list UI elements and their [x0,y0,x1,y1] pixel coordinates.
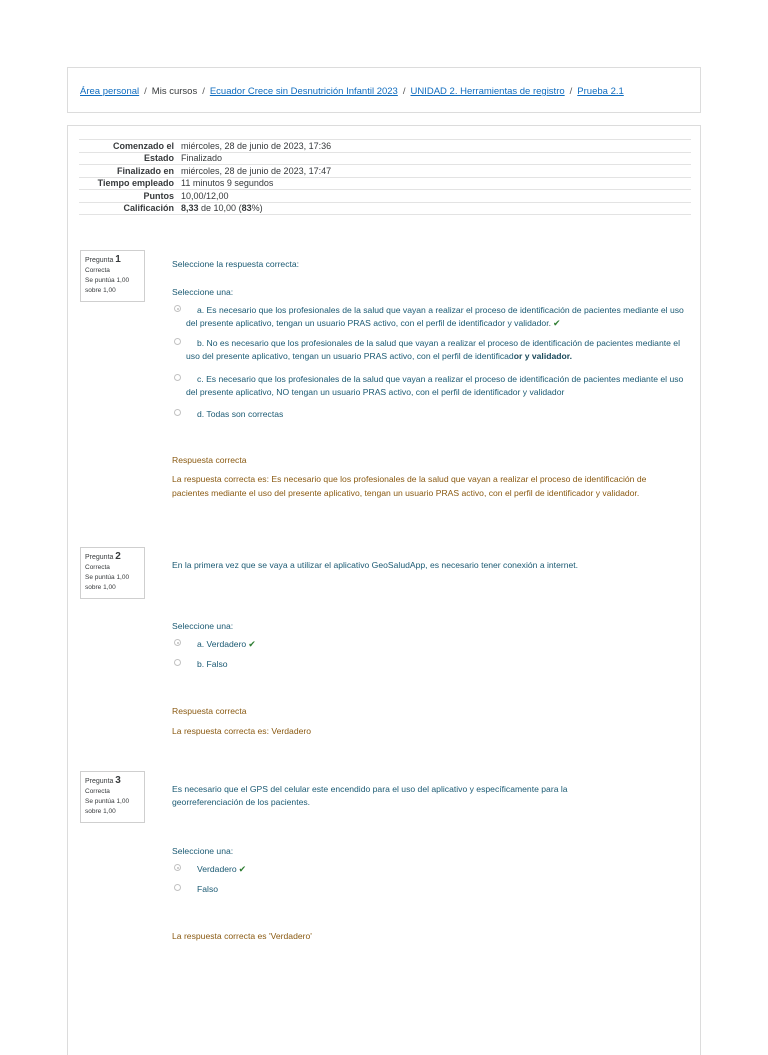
option-text-bold: or y validador. [513,351,572,361]
question-text-1: Seleccione la respuesta correcta: [172,259,300,269]
answer-option-2b[interactable] [172,658,684,671]
feedback-title-1: Respuesta correcta [172,455,247,465]
option-text: b. Falso [197,659,228,669]
check-icon: ✔ [238,864,247,874]
summary-row-state [79,152,691,165]
option-text: Falso [197,884,219,894]
breadcrumb-my-courses: Mis cursos [151,86,198,97]
feedback-text-2: La respuesta correcta es: Verdadero [172,726,312,736]
breadcrumb-separator: / [144,86,147,97]
question-label: Pregunta [85,554,114,561]
question-points-max: sobre 1,00 [85,287,116,294]
attempt-summary-table [79,139,691,215]
option-text: Verdadero [197,864,237,874]
grade-percent: 83 [241,203,252,214]
grade-value [178,202,691,215]
question-number: 2 [115,551,121,562]
radio-button[interactable] [174,884,181,891]
question-label: Pregunta [85,778,114,785]
option-text: d. Todas son correctas [197,409,284,419]
summary-label: Estado [79,152,178,165]
check-icon: ✔ [248,639,256,649]
question-label: Pregunta [85,257,114,264]
feedback-text-3: La respuesta correcta es 'Verdadero' [172,931,312,941]
summary-label: Finalizado en [79,165,178,178]
select-one-label: Seleccione una: [172,621,234,631]
grade-score: 8,33 [181,203,199,214]
radio-button[interactable] [174,639,181,646]
summary-row-grade [79,202,691,215]
answer-option-2a[interactable] [172,638,684,651]
summary-label: Puntos [79,190,178,203]
question-info-1 [80,250,145,302]
question-points: Se puntúa 1,00 [85,574,130,581]
summary-row-finished [79,165,691,178]
question-points: Se puntúa 1,00 [85,798,130,805]
question-points-max: sobre 1,00 [85,584,116,591]
question-points-max: sobre 1,00 [85,808,116,815]
summary-label: Tiempo empleado [79,177,178,190]
answer-option-1c[interactable] [172,373,684,399]
breadcrumb-unit-link[interactable]: UNIDAD 2. Herramientas de registro [410,86,565,97]
question-text-2: En la primera vez que se vaya a utilizar el aplicativo GeoSaludApp, es necesario tener conexión a internet. [172,560,579,570]
answer-option-1b[interactable] [172,337,684,363]
summary-value: 11 minutos 9 segundos [178,177,691,190]
select-one-label: Seleccione una: [172,287,234,297]
question-state: Correcta [85,267,110,274]
radio-button[interactable] [174,659,181,666]
answer-option-1d[interactable] [172,408,684,421]
summary-value: Finalizado [178,152,691,165]
breadcrumb-separator: / [202,86,205,97]
question-state: Correcta [85,788,110,795]
radio-button[interactable] [174,338,181,345]
radio-button[interactable] [174,374,181,381]
answer-option-1a[interactable] [172,304,684,330]
option-text: a. Verdadero [197,639,247,649]
answer-option-3b[interactable] [172,883,684,896]
question-text-3: Es necesario que el GPS del celular este encendido para el uso del aplicativo y específicamente para la georreferenciación de los pacientes. [172,784,568,807]
feedback-text-1: La respuesta correcta es: Es necesario que los profesionales de la salud que vayan a realizar el proceso de identificación de pacientes mediante el uso del presente aplicativo, tengan un usuario PRAS activo, con el perfil de identificador y validador. [172,474,647,498]
summary-label: Calificación [79,202,178,215]
summary-value: miércoles, 28 de junio de 2023, 17:36 [178,140,691,153]
question-points: Se puntúa 1,00 [85,277,130,284]
question-number: 1 [115,254,121,265]
summary-label: Comenzado el [79,140,178,153]
breadcrumb-course-link[interactable]: Ecuador Crece sin Desnutrición Infantil 2023 [209,86,398,97]
question-state: Correcta [85,564,110,571]
check-icon: ✔ [552,318,561,328]
breadcrumb-home-link[interactable]: Área personal [80,86,140,97]
breadcrumb-separator: / [569,86,573,97]
radio-button[interactable] [174,305,181,312]
select-one-label: Seleccione una: [172,846,234,856]
breadcrumb-quiz-link[interactable]: Prueba 2.1 [577,86,624,97]
question-info-3 [80,771,145,823]
summary-row-time-taken [79,177,691,190]
radio-button[interactable] [174,409,181,416]
summary-row-points [79,190,691,203]
answer-option-3a[interactable] [172,863,684,876]
grade-middle: de 10,00 ( [198,203,242,214]
question-info-2 [80,547,145,599]
breadcrumb [67,67,701,113]
summary-value: miércoles, 28 de junio de 2023, 17:47 [178,165,691,178]
option-text: c. Es necesario que los profesionales de la salud que vayan a realizar el proceso de identificación de pacientes mediante el uso del presente aplicativo, NO tengan un usuario PRAS activo, con el perfil de identificador y validador [186,374,684,397]
option-text: a. Es necesario que los profesionales de la salud que vayan a realizar el proceso de identificación de pacientes mediante el uso del presente aplicativo, tengan un usuario PRAS activo, con el perfil de identificador y validador. [186,305,684,328]
summary-row-started [79,140,691,153]
radio-button[interactable] [174,864,181,871]
grade-end: %) [251,203,263,214]
feedback-title-2: Respuesta correcta [172,706,247,716]
question-number: 3 [115,775,121,786]
option-text: b. No es necesario que los profesionales de la salud que vayan a realizar el proceso de identificación de pacientes mediante el uso del presente aplicativo, tengan un usuario PRAS activo, con el perfil de identificad [186,338,680,361]
summary-value: 10,00/12,00 [178,190,691,203]
breadcrumb-separator: / [402,86,406,97]
quiz-review-card [67,125,701,1055]
